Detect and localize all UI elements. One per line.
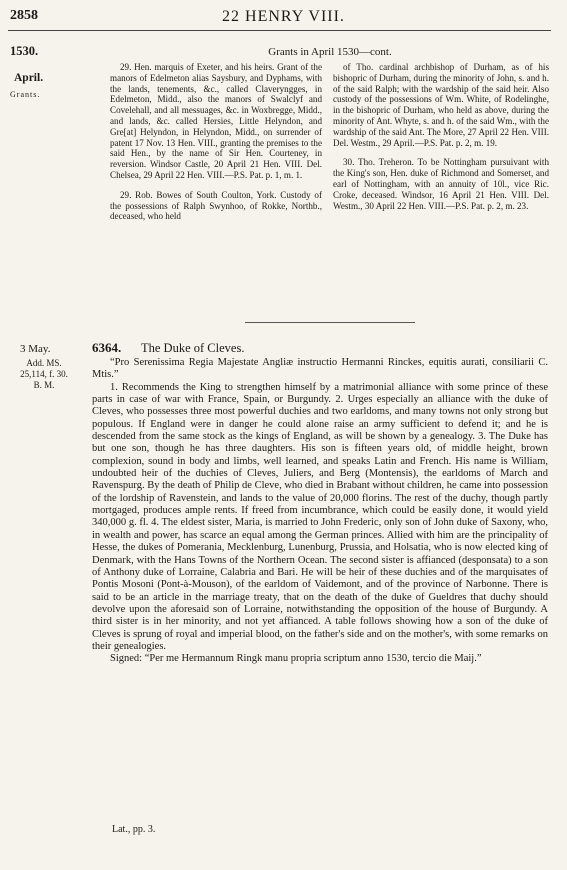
entry-date: 3 May. xyxy=(20,343,51,355)
source-line: Add. MS. xyxy=(26,358,62,368)
running-title: 22 HENRY VIII. xyxy=(222,8,345,25)
entry-number: 6364. xyxy=(92,340,122,355)
grants-column-left xyxy=(110,62,322,231)
entry-signature: Signed: “Per me Hermannum Ringk manu propria scriptum anno 1530, tercio die Maij.” xyxy=(110,653,482,665)
source-reference xyxy=(16,358,72,391)
grant-paragraph: 29. Hen. marquis of Exeter, and his heirs. Grant of the manors of Edelmeton alias Saysbury, and Dyphams, with the lands, tenements, &c., called Claveryngges, in Edelmeton, Midd., also the manors of Swalclyf and Covelehall, and all messuages, &c. in Woxbregge, Midd., and lands, &c. called Hersies, Little Helyndon, and Gre[at] Helyndon, in Helyndon, Midd., on surrender of patent 17 Nov. 13 Hen. VIII., granting the premises to the said Hen., by the name of Sir Hen. Courteney, in reversion. Windsor Castle, 20 April 21 Hen. VIII. Del. Chelsea, 29 April 22 Hen. VIII.—P.S. Pat. p. 1, m. 1. xyxy=(110,62,322,180)
grant-paragraph: 30. Tho. Treheron. To be Nottingham pursuivant with the King's son, Hen. duke of Richmond and Somerset, and earl of Nottingham, with an annuity of 10l., vice Ric. Croke, deceased. Windsor, 16 April 21 Hen. VIII. Del. Westm., 30 April 22 Hen. VIII.—P.S. Pat. p. 2, m. 23. xyxy=(333,157,549,211)
entry-title: The Duke of Cleves. xyxy=(141,341,245,355)
entry-body xyxy=(92,357,548,666)
source-line: 25,114, f. 30. xyxy=(20,369,68,379)
header-rule xyxy=(8,30,551,31)
entry-language-note: Lat., pp. 3. xyxy=(112,824,156,835)
margin-month: April. xyxy=(14,72,44,84)
margin-year: 1530. xyxy=(10,44,39,58)
grant-paragraph: of Tho. cardinal archbishop of Durham, as of his bishopric of Durham, during the minority of John, s. and h. of the said Ralph; with the wardship of the said heir. Also custody of the possessions of Wm. White, of Rodelinghe, in the bishopric of Durham, who held as above, during the minority of Ant. Whyte, s. and h. of the said Wm., with the wardship of the said Ant. The More, 27 April 22 Hen. VIII. Del. Westm., 29 April.—P.S. Pat. p. 2, m. 19. xyxy=(333,62,549,148)
source-line: B. M. xyxy=(33,380,55,390)
entry-text: 1. Recommends the King to strengthen himself by a matrimonial alliance with some prince of these parts in case of war with France, Spain, or Burgundy. 2. Urges especially an alliance with the duke of Cleves, who possesses three most powerful duchies and two earldoms, and many towns not only strong but populous. If England were in danger he could alone raise an army sufficient to defend it; and he is descended from the same stock as the kings of England, as will be shown by a genealogy. 3. The Duke has but one son, though he has three daughters. His son is fifteen years old, of middle height, brown complexion, sound in body and limbs, well learned, and speaks Latin and French. His name is William, undoubted heir of the duchies of Cleves, Juliers, and Berg (Montensis), the earldoms of March and Ravenspurg. By the death of Philip de Cleve, who died in Brabant without children, he came into possession of the lordship of Ravenstein, and lands to the value of 20,000 florins. The rest of the duchy, though partly mortgaged, produces ample rents. If freed from incumbrance, which could be easily done, it would yield 340,000 g. fl. 4. The eldest sister, Maria, is married to John Frederic, only son of John duke of Saxony, who, in wealth and power, has scarce an equal among the German princes. Allied with him are the principality of Hesse, the dukes of Pomerania, Mecklenburg, Lunenburg, Prussia, and Holsatia, who is now elected king of Denmark, with the Hans Towns of the Northern Ocean. The second sister is affianced (desponsata) to a son of Anthony duke of Lorraine, Calabria and Bari. He will be heir of these duchies and of the marquisates of Pontis Mosoni (Pont-à-Mouson), of the earldom of Vaidemont, and of the province of Narbonne. There is said to be an article in the marriage treaty, that on the death of the duke of Gueldres that duchy should devolve upon the aforesaid son of Lorraine, notwithstanding the opposition of the house of Burgundy. A third sister is in her minority, and not yet affianced. A table follows showing how a son of the duke of Cleves is sprung of royal and imperial blood, on the father's side and on the mother's, with some remarks on their genealogies. xyxy=(92,381,548,652)
grants-column-right xyxy=(333,62,549,220)
margin-section-label: Grants. xyxy=(10,90,41,99)
section-separator xyxy=(245,322,415,323)
grant-paragraph: 29. Rob. Bowes of South Coulton, York. Custody of the possessions of Ralph Swynhoo, of Rokke, Northb., deceased, who held xyxy=(110,189,322,222)
page-number: 2858 xyxy=(10,8,38,23)
entry-intro: “Pro Serenissima Regia Majestate Angliæ instructio Hermanni Rinckes, equitis aurati, consiliarii C. Mtis.” xyxy=(92,357,548,381)
grants-heading: Grants in April 1530—cont. xyxy=(268,46,392,58)
